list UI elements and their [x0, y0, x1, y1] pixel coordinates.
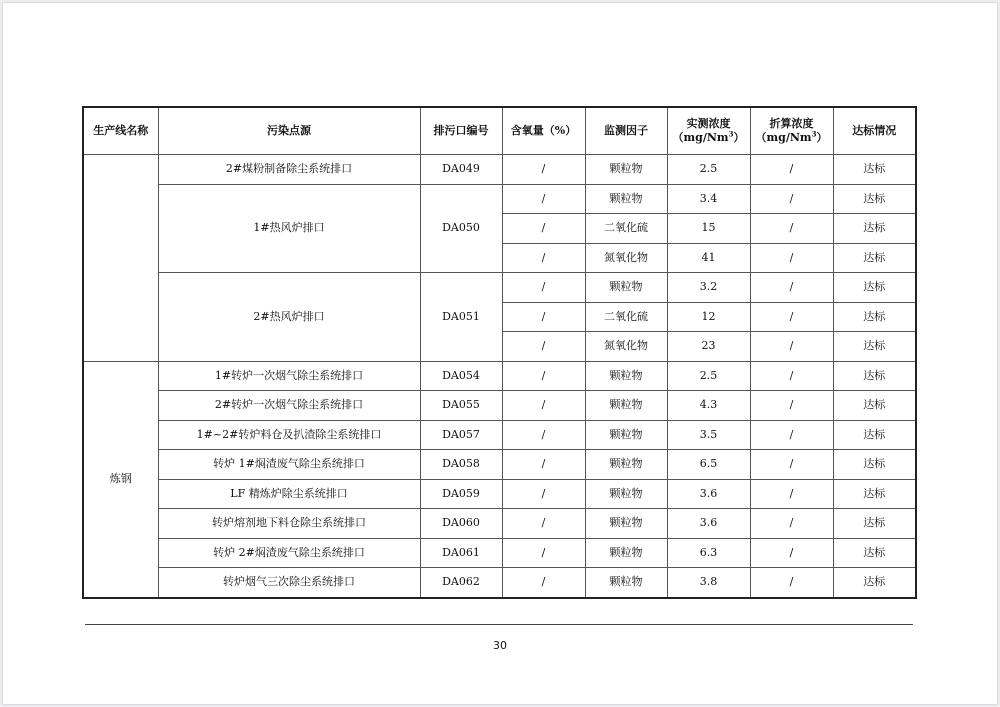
converted-cell: / [750, 479, 833, 509]
outlet-cell: DA061 [420, 538, 502, 568]
converted-cell: / [750, 509, 833, 539]
measured-cell: 3.6 [667, 509, 750, 539]
table-row [83, 361, 916, 391]
status-cell: 达标 [833, 332, 916, 362]
oxygen-cell: / [502, 391, 585, 421]
oxygen-cell: / [502, 450, 585, 480]
measured-cell: 41 [667, 243, 750, 273]
page-number: 30 [493, 639, 507, 652]
header-converted-line1: 折算浓度 [769, 117, 814, 130]
source-cell: 2#转炉一次烟气除尘系统排口 [158, 391, 420, 421]
measured-cell: 3.6 [667, 479, 750, 509]
converted-cell: / [750, 450, 833, 480]
outlet-cell: DA051 [420, 273, 502, 362]
converted-cell: / [750, 214, 833, 244]
oxygen-cell: / [502, 509, 585, 539]
measured-cell: 6.5 [667, 450, 750, 480]
oxygen-cell: / [502, 184, 585, 214]
factor-cell: 颗粒物 [585, 509, 667, 539]
oxygen-cell: / [502, 214, 585, 244]
status-cell: 达标 [833, 420, 916, 450]
table-row [83, 273, 916, 303]
header-compliance-status: 达标情况 [833, 107, 916, 155]
status-cell: 达标 [833, 450, 916, 480]
factor-cell: 氮氧化物 [585, 332, 667, 362]
table-row [83, 155, 916, 185]
source-cell: 1#热风炉排口 [158, 184, 420, 273]
header-measured-unit: （mg/Nm$^3$） [672, 129, 745, 144]
converted-cell: / [750, 332, 833, 362]
oxygen-cell: / [502, 479, 585, 509]
factor-cell: 颗粒物 [585, 361, 667, 391]
outlet-cell: DA049 [420, 155, 502, 185]
header-oxygen: 含氧量（%） [502, 107, 585, 155]
measured-cell: 2.5 [667, 361, 750, 391]
table-row [83, 391, 916, 421]
factor-cell: 颗粒物 [585, 391, 667, 421]
measured-cell: 12 [667, 302, 750, 332]
measured-cell: 6.3 [667, 538, 750, 568]
source-cell: 转炉 2#焖渣废气除尘系统排口 [158, 538, 420, 568]
outlet-cell: DA055 [420, 391, 502, 421]
converted-cell: / [750, 155, 833, 185]
source-cell: 转炉烟气三次除尘系统排口 [158, 568, 420, 598]
header-factor: 监测因子 [585, 107, 667, 155]
source-cell: 转炉熔剂地下料仓除尘系统排口 [158, 509, 420, 539]
oxygen-cell: / [502, 361, 585, 391]
table-header-row [83, 107, 916, 155]
header-converted-unit: （mg/Nm$^3$） [755, 129, 828, 144]
converted-cell: / [750, 568, 833, 598]
measured-cell: 23 [667, 332, 750, 362]
converted-cell: / [750, 420, 833, 450]
factor-cell: 颗粒物 [585, 479, 667, 509]
source-cell: 2#煤粉制备除尘系统排口 [158, 155, 420, 185]
footer-divider [85, 624, 913, 625]
table-row [83, 184, 916, 214]
header-pollution-source: 污染点源 [158, 107, 420, 155]
measured-cell: 3.4 [667, 184, 750, 214]
factor-cell: 颗粒物 [585, 155, 667, 185]
status-cell: 达标 [833, 509, 916, 539]
oxygen-cell: / [502, 155, 585, 185]
oxygen-cell: / [502, 332, 585, 362]
source-cell: 1#转炉一次烟气除尘系统排口 [158, 361, 420, 391]
measured-cell: 2.5 [667, 155, 750, 185]
table-row [83, 479, 916, 509]
line-name-cell: 炼钢 [83, 361, 158, 598]
status-cell: 达标 [833, 568, 916, 598]
outlet-cell: DA057 [420, 420, 502, 450]
factor-cell: 颗粒物 [585, 450, 667, 480]
table-row [83, 420, 916, 450]
header-converted-conc [750, 107, 833, 155]
outlet-cell: DA058 [420, 450, 502, 480]
converted-cell: / [750, 361, 833, 391]
table-row [83, 450, 916, 480]
outlet-cell: DA050 [420, 184, 502, 273]
oxygen-cell: / [502, 538, 585, 568]
source-cell: 1#~2#转炉料仓及扒渣除尘系统排口 [158, 420, 420, 450]
outlet-cell: DA062 [420, 568, 502, 598]
oxygen-cell: / [502, 243, 585, 273]
oxygen-cell: / [502, 273, 585, 303]
converted-cell: / [750, 273, 833, 303]
status-cell: 达标 [833, 273, 916, 303]
measured-cell: 4.3 [667, 391, 750, 421]
table-row [83, 568, 916, 598]
oxygen-cell: / [502, 568, 585, 598]
status-cell: 达标 [833, 302, 916, 332]
factor-cell: 颗粒物 [585, 273, 667, 303]
measured-cell: 3.8 [667, 568, 750, 598]
factor-cell: 氮氧化物 [585, 243, 667, 273]
outlet-cell: DA059 [420, 479, 502, 509]
converted-cell: / [750, 391, 833, 421]
measured-cell: 3.5 [667, 420, 750, 450]
source-cell: 2#热风炉排口 [158, 273, 420, 362]
factor-cell: 颗粒物 [585, 568, 667, 598]
factor-cell: 二氧化硫 [585, 214, 667, 244]
table-row [83, 538, 916, 568]
measured-cell: 3.2 [667, 273, 750, 303]
oxygen-cell: / [502, 302, 585, 332]
converted-cell: / [750, 302, 833, 332]
status-cell: 达标 [833, 361, 916, 391]
measured-cell: 15 [667, 214, 750, 244]
header-outlet-id: 排污口编号 [420, 107, 502, 155]
line-name-cell-blank [83, 155, 158, 362]
header-measured-line1: 实测浓度 [686, 117, 731, 130]
factor-cell: 二氧化硫 [585, 302, 667, 332]
converted-cell: / [750, 184, 833, 214]
converted-cell: / [750, 243, 833, 273]
header-measured-conc [667, 107, 750, 155]
table-row [83, 509, 916, 539]
status-cell: 达标 [833, 243, 916, 273]
status-cell: 达标 [833, 155, 916, 185]
factor-cell: 颗粒物 [585, 184, 667, 214]
status-cell: 达标 [833, 214, 916, 244]
status-cell: 达标 [833, 391, 916, 421]
outlet-cell: DA060 [420, 509, 502, 539]
factor-cell: 颗粒物 [585, 538, 667, 568]
oxygen-cell: / [502, 420, 585, 450]
factor-cell: 颗粒物 [585, 420, 667, 450]
header-line-name: 生产线名称 [83, 107, 158, 155]
outlet-cell: DA054 [420, 361, 502, 391]
emission-monitoring-table [82, 106, 917, 599]
source-cell: LF 精炼炉除尘系统排口 [158, 479, 420, 509]
status-cell: 达标 [833, 538, 916, 568]
converted-cell: / [750, 538, 833, 568]
status-cell: 达标 [833, 184, 916, 214]
status-cell: 达标 [833, 479, 916, 509]
source-cell: 转炉 1#焖渣废气除尘系统排口 [158, 450, 420, 480]
